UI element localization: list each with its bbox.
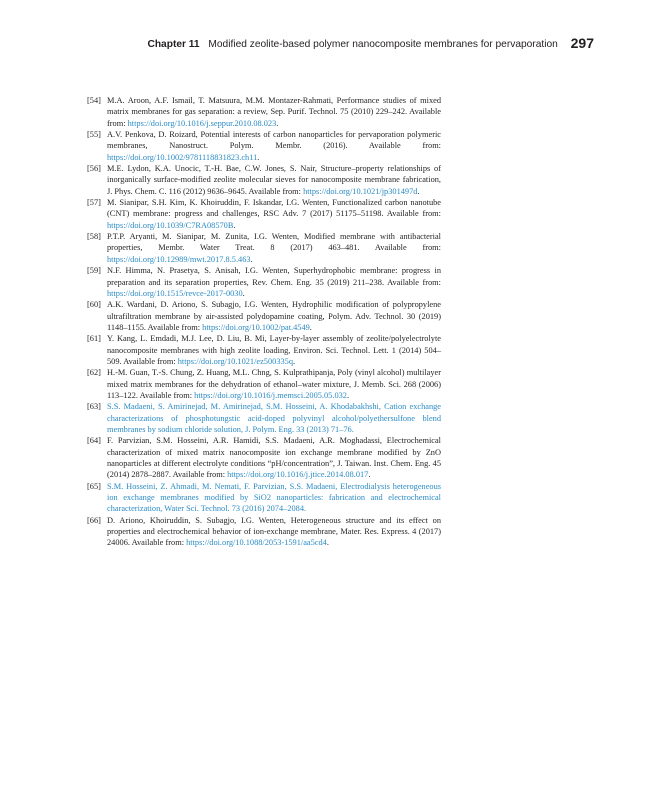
reference-citation: Y. Kang, L. Emdadi, M.J. Lee, D. Liu, B. Mi, Layer-by-layer assembly of zeolite/polyelectrolyte nanocomposite membranes with high zeolite loading, Environ. Sci. Technol. Lett. 1 (2014) 504–509. Available from: (107, 334, 441, 366)
reference-text (107, 197, 441, 231)
reference-tail: . (276, 118, 279, 128)
reference-item (87, 299, 441, 333)
reference-item (87, 367, 441, 401)
reference-tail: . (233, 220, 236, 230)
reference-tail: . (368, 470, 371, 480)
doi-link[interactable]: https://doi.org/10.1039/C7RA08570B (107, 220, 234, 230)
reference-text (107, 231, 441, 265)
reference-citation: M. Sianipar, S.H. Kim, K. Khoiruddin, F. Iskandar, I.G. Wenten, Functionalized carbon nanotube (CNT) membrane: progress and challenges, RSC Adv. 7 (2017) 51175–51198. Available from: (107, 198, 441, 219)
reference-citation: H.-M. Guan, T.-S. Chung, Z. Huang, M.L. Chng, S. Kulprathipanja, Poly (vinyl alcohol) multilayer mixed matrix membranes for the dehydration of ethanol–water mixture, J. Memb. Sci. 268 (2006) 113–122. Available from: (107, 368, 441, 400)
reference-item (87, 197, 441, 231)
doi-link[interactable]: https://doi.org/10.1016/j.seppur.2010.08.023 (127, 118, 277, 128)
reference-tail: . (309, 322, 312, 332)
reference-item (87, 435, 441, 480)
reference-citation: D. Ariono, Khoiruddin, S. Subagjo, I.G. Wenten, Heterogeneous structure and its effect on properties and electrochemical behavior of ion-exchange membrane, Mater. Res. Express. 4 (2017) 24006. Available from: (107, 515, 441, 548)
reference-item (87, 95, 441, 129)
doi-link[interactable]: https://doi.org/10.1515/revce-2017-0030 (107, 288, 243, 298)
doi-link[interactable]: https://doi.org/10.1088/2053-1591/aa5cd4 (186, 538, 327, 548)
reference-item (87, 401, 441, 435)
reference-citation: F. Parvizian, S.M. Hosseini, A.R. Hamidi, S.S. Madaeni, A.R. Moghadassi, Electrochemical characterization of mixed matrix nanocomposite ion exchange membrane modified by ZnO nanoparticles at different electrolyte conditions “pH/concentration”, J. Taiwan. Inst. Chem. Eng. 45 (2014) 2878–2887. Available from: (107, 436, 441, 480)
reference-text (107, 435, 441, 480)
doi-link[interactable]: https://doi.org/10.12989/mwt.2017.8.5.463 (107, 254, 251, 264)
reference-item (87, 231, 441, 265)
reference-item (87, 515, 441, 549)
reference-item (87, 163, 441, 197)
chapter-label: Chapter 11 (147, 39, 200, 50)
reference-citation: M.E. Lydon, K.A. Unocic, T.-H. Bae, C.W. Jones, S. Nair, Structure–property relationships of inorganically surface-modified zeolite molecular sieves for nanocomposite membrane fabrication, J. Phys. Chem. C. 116 (2012) 9636–9645. Available from: (107, 164, 441, 196)
reference-citation: A.K. Wardani, D. Ariono, S. Subagjo, I.G. Wenten, Hydrophilic modification of polypropylene ultrafiltration membrane by air-assisted polydopamine coating, Polym. Adv. Technol. 30 (2019) 1148–1155. Available from: (107, 300, 441, 332)
reference-number: [55] (87, 130, 101, 140)
reference-tail: . (417, 186, 420, 196)
reference-text (107, 95, 441, 129)
reference-citation: P.T.P. Aryanti, M. Sianipar, M. Zunita, I.G. Wenten, Modified membrane with antibacterial properties, Membr. Water Treat. 8 (2017) 463–481. Available from: (107, 232, 441, 253)
reference-number: [62] (87, 368, 101, 378)
reference-text (107, 333, 441, 367)
reference-item (87, 333, 441, 367)
reference-text (107, 367, 441, 401)
reference-link[interactable]: S.S. Madaeni, S. Amirinejad, M. Amirinejad, S.M. Hosseini, A. Khodabakhshi, Cation exchange characterizations of phosphotungstic acid-doped polyvinyl alcohol/polyethersulfone blend membranes by sodium chloride solution, J. Polym. Eng. 33 (2013) 71–76. (107, 402, 441, 434)
doi-link[interactable]: https://doi.org/10.1002/pat.4549 (202, 322, 310, 332)
reference-list (87, 95, 441, 549)
reference-text (107, 481, 441, 515)
reference-text (107, 299, 441, 333)
reference-text (107, 163, 441, 197)
reference-number: [64] (87, 436, 101, 446)
reference-text (107, 129, 441, 163)
reference-number: [58] (87, 232, 101, 242)
reference-item (87, 129, 441, 163)
reference-tail: . (346, 390, 350, 400)
reference-tail: . (257, 152, 260, 162)
reference-citation: A.V. Penkova, D. Roizard, Potential interests of carbon nanoparticles for pervaporation polymeric membranes, Nanostruct. Polym. Membr. (2016). Available from: (107, 130, 441, 151)
doi-link[interactable]: https://doi.org/10.1016/j.memsci.2005.05.032 (194, 390, 347, 400)
reference-number: [63] (87, 402, 101, 412)
reference-number: [65] (87, 481, 101, 491)
reference-citation: M.A. Aroon, A.F. Ismail, T. Matsuura, M.M. Montazer-Rahmati, Performance studies of mixed matrix membranes for gas separation: a review, Sep. Purif. Technol. 75 (2010) 229–242. Available from: (107, 96, 441, 128)
doi-link[interactable]: https://doi.org/10.1002/9781118831823.ch11 (107, 152, 258, 162)
reference-citation: N.F. Himma, N. Prasetya, S. Anisah, I.G. Wenten, Superhydrophobic membrane: progress in preparation and its separation properties, Rev. Chem. Eng. 35 (2019) 211–238. Available from: (107, 266, 441, 287)
reference-number: [59] (87, 266, 101, 276)
running-header (0, 34, 594, 50)
reference-number: [60] (87, 300, 101, 310)
reference-tail: . (242, 288, 245, 298)
chapter-title: Modified zeolite-based polymer nanocomposite membranes for pervaporation (208, 39, 558, 50)
reference-tail: . (293, 356, 296, 366)
reference-number: [56] (87, 164, 101, 174)
doi-link[interactable]: https://doi.org/10.1016/j.jtice.2014.08.017 (227, 470, 369, 480)
reference-link[interactable]: S.M. Hosseini, Z. Ahmadi, M. Nemati, F. Parvizian, S.S. Madaeni, Electrodialysis heterogeneous ion exchange membranes modified by SiO2 nanoparticles: fabrication and electrochemical characterization, Water Sci. Technol. 73 (2016) 2074–2084. (107, 481, 441, 514)
reference-number: [57] (87, 198, 101, 208)
reference-text (107, 265, 441, 299)
reference-number: [61] (87, 334, 101, 344)
doi-link[interactable]: https://doi.org/10.1021/ez500335q (177, 356, 294, 366)
reference-number: [54] (87, 96, 101, 105)
page-number: 297 (570, 35, 594, 51)
reference-number: [66] (87, 515, 101, 525)
reference-text (107, 401, 441, 435)
reference-item (87, 481, 441, 515)
reference-item (87, 265, 441, 299)
reference-text (107, 515, 441, 549)
reference-tail: . (250, 254, 253, 264)
doi-link[interactable]: https://doi.org/10.1021/jp301497d (303, 186, 418, 196)
reference-tail: . (326, 538, 329, 548)
